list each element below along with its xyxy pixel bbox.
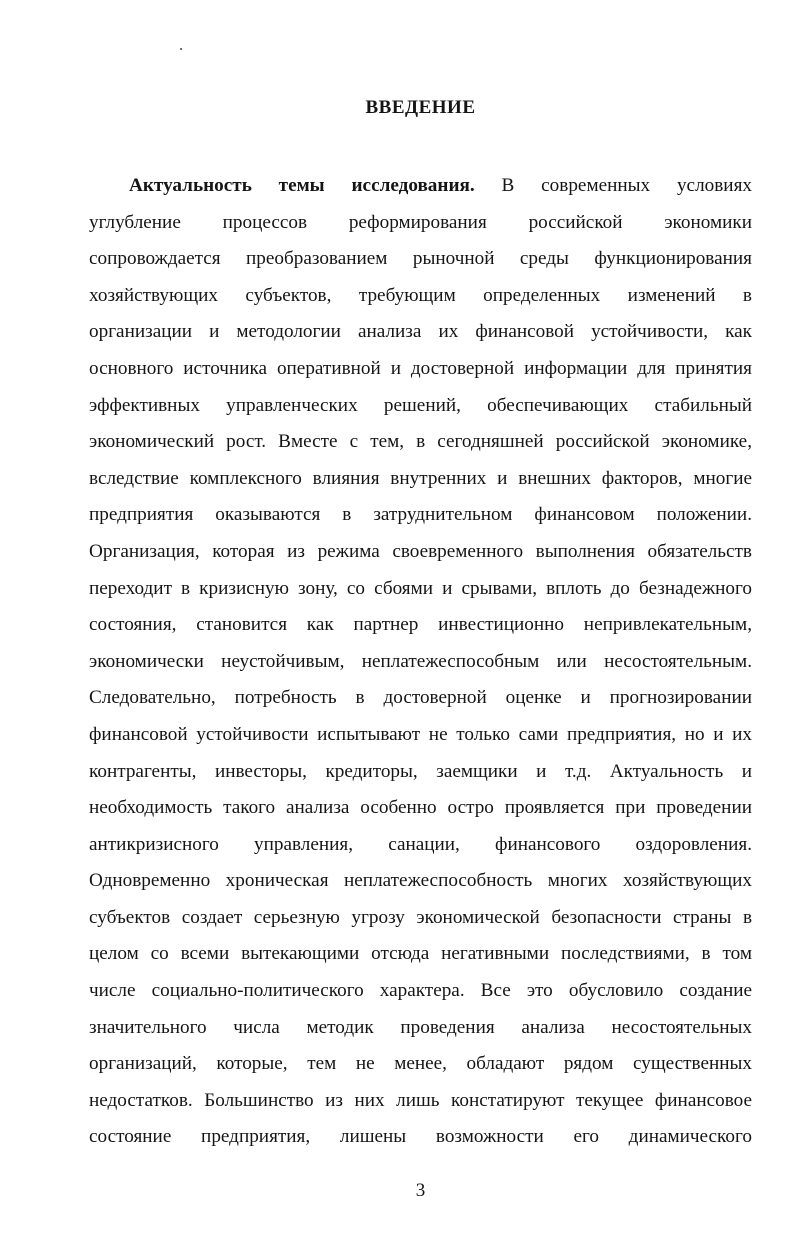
paragraph-line: Следовательно, потребность в достоверной оценке и прогнозировании bbox=[89, 687, 752, 709]
paragraph-line: организации и методологии анализа их финансовой устойчивости, как bbox=[89, 321, 752, 343]
paragraph-line: недостатков. Большинство из них лишь констатируют текущее финансовое bbox=[89, 1089, 752, 1111]
scan-speck bbox=[180, 48, 182, 50]
paragraph-line: предприятия оказываются в затруднительном финансовом положении. bbox=[89, 504, 752, 526]
paragraph-line: субъектов создает серьезную угрозу экономической безопасности страны в bbox=[89, 906, 752, 928]
paragraph-line: эффективных управленческих решений, обеспечивающих стабильный bbox=[89, 394, 752, 416]
paragraph-line: Одновременно хроническая неплатежеспособность многих хозяйствующих bbox=[89, 870, 752, 892]
paragraph-line: целом со всеми вытекающими отсюда негативными последствиями, в том bbox=[89, 943, 752, 965]
paragraph-line: числе социально-политического характера. Все это обусловило создание bbox=[89, 980, 752, 1002]
paragraph-line: основного источника оперативной и достоверной информации для принятия bbox=[89, 357, 752, 379]
lead-phrase: Актуальность темы исследования. bbox=[129, 175, 475, 196]
paragraph-line: Организация, которая из режима своевременного выполнения обязательств bbox=[89, 540, 752, 562]
paragraph-line: переходит в кризисную зону, со сбоями и срывами, вплоть до безнадежного bbox=[89, 577, 752, 599]
paragraph-line: организаций, которые, тем не менее, обладают рядом существенных bbox=[89, 1053, 752, 1075]
paragraph-line: сопровождается преобразованием рыночной среды функционирования bbox=[89, 248, 752, 270]
paragraph-line: состояния, становится как партнер инвестиционно непривлекательным, bbox=[89, 614, 752, 636]
section-title: ВВЕДЕНИЕ bbox=[365, 97, 476, 118]
paragraph-line: антикризисного управления, санации, финансового оздоровления. bbox=[89, 833, 752, 855]
paragraph-line: финансовой устойчивости испытывают не только сами предприятия, но и их bbox=[89, 723, 752, 745]
paragraph-line: экономический рост. Вместе с тем, в сегодняшней российской экономике, bbox=[89, 431, 752, 453]
paragraph-line: значительного числа методик проведения анализа несостоятельных bbox=[89, 1016, 752, 1038]
paragraph-line: Актуальность темы исследования. В современных условиях bbox=[129, 175, 752, 196]
paragraph-line: экономически неустойчивым, неплатежеспособным или несостоятельным. bbox=[89, 650, 752, 672]
body-paragraph bbox=[89, 168, 752, 1156]
paragraph-line: углубление процессов реформирования российской экономики bbox=[89, 211, 752, 233]
paragraph-line: контрагенты, инвесторы, кредиторы, заемщики и т.д. Актуальность и bbox=[89, 760, 752, 782]
paragraph-line: вследствие комплексного влияния внутренних и внешних факторов, многие bbox=[89, 467, 752, 489]
paragraph-line: состояние предприятия, лишены возможности его динамического bbox=[89, 1126, 752, 1148]
paragraph-line: хозяйствующих субъектов, требующим определенных изменений в bbox=[89, 284, 752, 306]
paragraph-line: необходимость такого анализа особенно остро проявляется при проведении bbox=[89, 797, 752, 819]
page-number: 3 bbox=[415, 1180, 426, 1201]
